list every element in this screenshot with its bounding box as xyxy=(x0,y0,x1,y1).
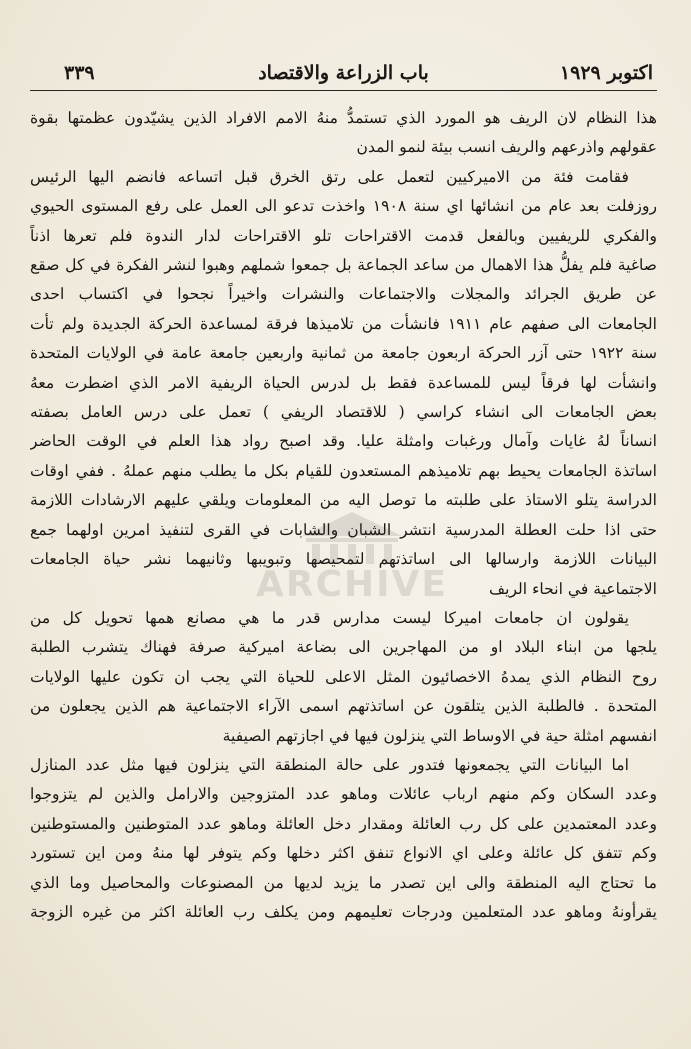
text-line: وكم تتفق كل عائلة وعلى اي الانواع تنفق اكثر دخلها وكم يتوفر لها منهُ ومن اين تستورد xyxy=(30,844,657,863)
text-line: البيانات اللازمة وارسالها الى اساتذتهم لتمحيصها وتبويبها وثانيهما نشر حياة الجامعات xyxy=(30,550,657,569)
issue-date: اكتوبر ١٩٢٩ xyxy=(559,62,653,84)
text-line: يقولون ان جامعات اميركا ليست مدارس قدر ما هي مصانع همها تحويل كل من xyxy=(30,608,629,627)
text-line: المتحدة . فالطلبة الذين يتلقون عن اساتذتهم اسمى الآراء الاجتماعية هم الذين يجعلون من xyxy=(30,697,657,716)
text-line: روح النظام الذي يمدهُ الاخصائيون المثل الاعلى للحياة التي يجب ان تكون عليها الولايات xyxy=(30,667,657,686)
text-line: يقرأونهُ وماهو عدد المتعلمين ودرجات تعليمهم ومن يكلف رب العائلة اكثر من غيره الزوجة xyxy=(30,902,657,921)
text-line: انساناً لهُ غايات وآمال ورغبات وامثلة عليا. وقد اصبح رواد هذا العلم في الوقت الحاضر xyxy=(30,432,657,451)
page-number: ٣٣٩ xyxy=(64,62,95,84)
text-line: روزفلت بعد عام من انشائها اي سنة ١٩٠٨ واخذت تدعو الى العمل على رفع المستوى الحيوي xyxy=(30,197,657,216)
text-line: ما تحتاج اليه المنطقة والى اين تصدر ما يزيد لديها من المصنوعات والمحاصيل وما الذي xyxy=(30,873,657,892)
text-line: فقامت فئة من الاميركيين لتعمل على رتق الخرق قبل اتساعه فانضم اليها الرئيس xyxy=(30,167,629,186)
text-line: الدراسة يتلو الاستاذ على طلبته ما توصل اليه من المعلومات ويلقي عليهم الارشادات اللازمة xyxy=(30,491,657,510)
text-line: وانشأت لها فرقاً ليس للمساعدة فقط بل لدرس الحياة الريفية الامر الذي اضطرت معهُ xyxy=(30,373,657,392)
text-line: يلجها من ابناء البلاد او من المهاجرين الى بضاعة اميركية صرفة فهناك يتشرب الطلبة xyxy=(30,638,657,657)
text-line: الاجتماعية في انحاء الريف xyxy=(488,579,657,598)
text-line: وعدد المعتمدين على كل رب العائلة ومقدار دخل العائلة وماهو عدد المتوطنين والمستوطنين xyxy=(30,814,657,833)
running-head xyxy=(30,56,657,91)
text-line: هذا النظام لان الريف هو المورد الذي تستمدُّ منهُ الامم الافراد الذين يشيّدون عظمتها بقوة xyxy=(30,109,657,127)
text-line: وعدد السكان وكم منهم ارباب عائلات وماهو عدد المتزوجين والارامل والذين لم يتزوجوا xyxy=(30,785,657,804)
text-line: انفسهم امثلة حية في الاوساط التي ينزلون فيها في اجازتهم الصيفية xyxy=(222,726,657,745)
section-title: باب الزراعة والاقتصاد xyxy=(258,62,429,84)
text-line: عن طريق الجرائد والمجلات والاجتماعات والنشرات واخيراً نجحوا في اكتساب احدى xyxy=(30,285,657,304)
text-line: والفكري للريفيين وبالفعل قدمت الاقتراحات تلو الاقتراحات لدار الندوة فلم تعرها اذناً xyxy=(30,226,657,245)
text-line: سنة ١٩٢٢ حتى آزر الحركة اربعون جامعة من ثمانية واربعين جامعة عامة في الولايات المتحدة xyxy=(30,344,657,363)
text-line: اساتذة الجامعات يحيط بهم تلاميذهم المستعدون للقيام بكل ما يطلب منهم عملهُ . ففي اوقات xyxy=(30,461,657,480)
text-line: عقولهم واذرعهم والريف انسب بيئة لنمو المدن xyxy=(356,138,657,157)
text-line: بعض الجامعات الى انشاء كراسي ( للاقتصاد الريفي ) تعمل على درس العامل بصفته xyxy=(30,403,657,422)
text-line: حتى اذا حلت العطلة المدرسية انتشر الشبان والشابات في القرى لتنفيذ امرين اولهما جمع xyxy=(30,520,657,539)
text-line: اما البيانات التي يجمعونها فتدور على حالة المنطقة التي ينزلون فيها مثل عدد المنازل xyxy=(30,755,629,774)
text-line: الجامعات الى صفهم عام ١٩١١ فانشأت من تلاميذها فرقة لمساعدة الحركة الجديدة ولم تأت xyxy=(30,314,657,333)
article-body xyxy=(30,104,657,927)
watermark-text: ARCHIVE xyxy=(256,564,448,605)
text-line: صاغية فلم يفلُّ هذا الاهمال من ساعد الجماعة بل جمعوا شملهم وهبوا لنشر الفكرة في كل صقع xyxy=(30,256,657,275)
